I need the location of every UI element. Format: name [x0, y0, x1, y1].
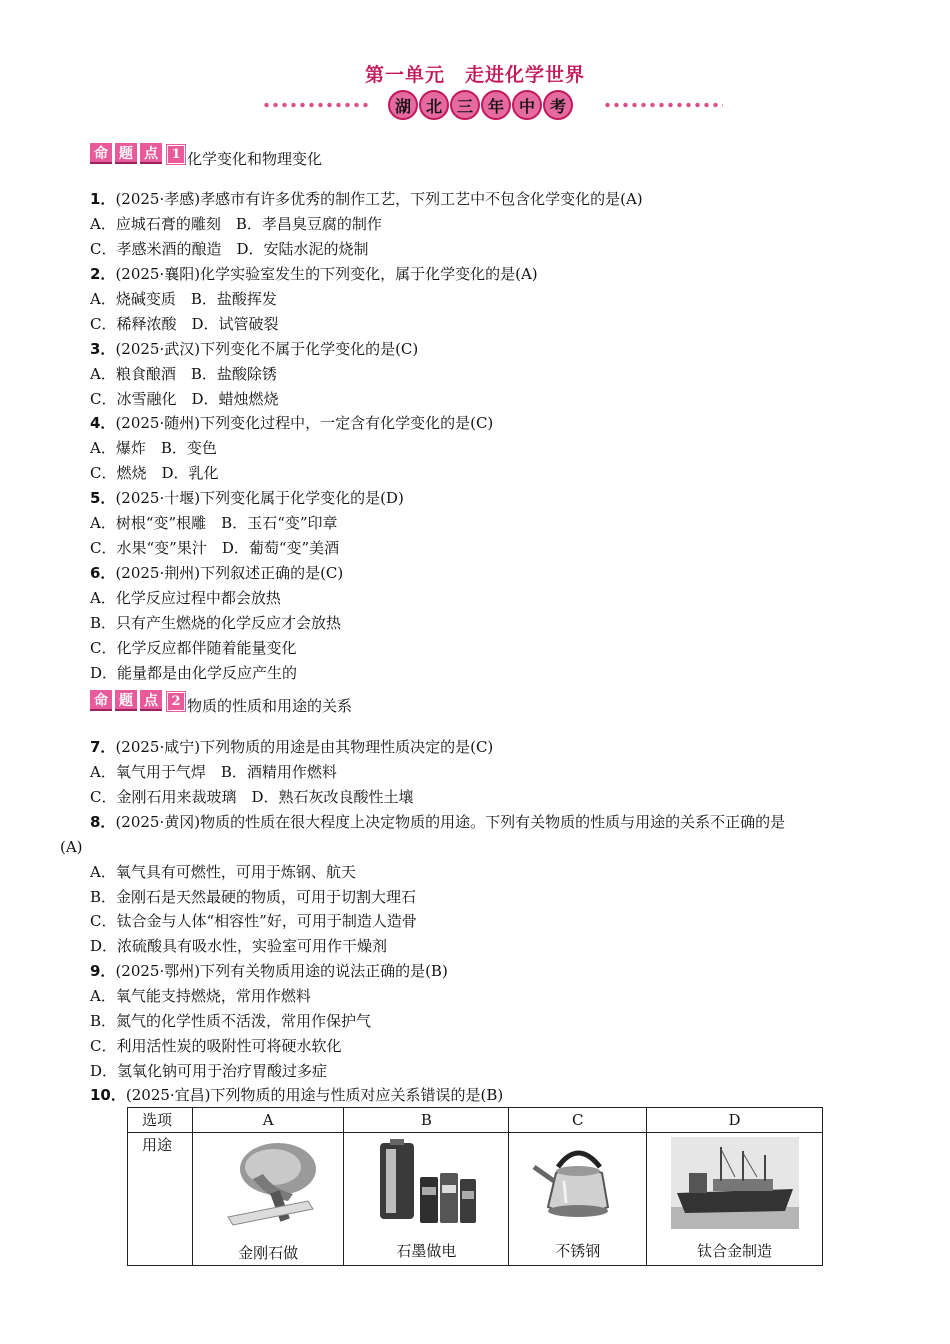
- tag-char: 点: [140, 690, 162, 711]
- question-9: [90, 961, 448, 981]
- option-line: A．爆炸 B．变色: [90, 439, 217, 457]
- option-line: B．只有产生燃烧的化学反应才会放热: [90, 614, 342, 632]
- question-number: 2．: [90, 265, 116, 283]
- banner-char: 三: [450, 90, 480, 120]
- question-stem: (2025·随州)下列变化过程中，一定含有化学变化的是(C): [115, 414, 494, 432]
- question-number: 6．: [90, 564, 116, 582]
- section-title: 物质的性质和用途的关系: [187, 697, 353, 715]
- question-1: [90, 189, 643, 209]
- option-line: B．氮气的化学性质不活泼，常用作保护气: [90, 1012, 372, 1030]
- question-6: [90, 563, 343, 583]
- option-line: A．烧碱变质 B．盐酸挥发: [90, 290, 277, 308]
- banner-dots-right: [603, 102, 723, 108]
- question-stem: (2025·鄂州)下列有关物质用途的说法正确的是(B): [115, 962, 448, 980]
- table-header-cell: D: [647, 1108, 823, 1133]
- row-label-text: 用途: [142, 1136, 173, 1154]
- option-line: C．利用活性炭的吸附性可将硬水软化: [90, 1037, 342, 1055]
- option-line: C．冰雪融化 D．蜡烛燃烧: [90, 390, 279, 408]
- battery-icon: [366, 1137, 486, 1231]
- banner-char: 北: [419, 90, 449, 120]
- question-number: 7．: [90, 738, 116, 756]
- option-line: D．浓硫酸具有吸水性，实验室可用作干燥剂: [90, 937, 388, 955]
- table-row-label: [128, 1133, 193, 1266]
- question-number: 3．: [90, 340, 116, 358]
- option-line: C．化学反应都伴随着能量变化: [90, 639, 297, 657]
- question-number: 1．: [90, 190, 116, 208]
- question-10: [90, 1085, 503, 1105]
- tag-char: 命: [90, 690, 112, 711]
- kettle-icon: [528, 1137, 628, 1231]
- option-line: A．氧气用于气焊 B．酒精用作燃料: [90, 763, 337, 781]
- question-stem-continuation: (A): [60, 838, 83, 856]
- question-3: [90, 339, 418, 359]
- question-stem: (2025·宜昌)下列物质的用途与性质对应关系错误的是(B): [125, 1086, 504, 1104]
- question-8: [90, 812, 785, 832]
- option-line: C．孝感米酒的酿造 D．安陆水泥的烧制: [90, 240, 369, 258]
- banner-char: 中: [512, 90, 542, 120]
- tag-number: 2: [167, 692, 185, 711]
- tag-char: 题: [115, 690, 137, 711]
- question-stem: (2025·荆州)下列叙述正确的是(C): [115, 564, 344, 582]
- table-cell-b: [344, 1133, 509, 1266]
- banner: [0, 90, 950, 120]
- question-stem: (2025·襄阳)化学实验室发生的下列变化，属于化学变化的是(A): [115, 265, 538, 283]
- question-number: 8．: [90, 813, 116, 831]
- table-cell-c: [509, 1133, 647, 1266]
- table-row: [128, 1133, 823, 1266]
- banner-dots-left: [262, 102, 372, 108]
- cell-caption: 石墨做电: [396, 1242, 457, 1260]
- option-line: A．粮食酿酒 B．盐酸除锈: [90, 365, 277, 383]
- question-stem: (2025·武汉)下列变化不属于化学变化的是(C): [115, 340, 419, 358]
- option-line: A．氧气具有可燃性，可用于炼钢、航天: [90, 863, 356, 881]
- table-header-cell: A: [193, 1108, 344, 1133]
- banner-char: 年: [481, 90, 511, 120]
- question-stem: (2025·孝感)孝感市有许多优秀的制作工艺，下列工艺中不包含化学变化的是(A): [115, 190, 643, 208]
- section-tag: [90, 690, 185, 711]
- question-number: 9．: [90, 962, 116, 980]
- question-7: [90, 737, 493, 757]
- tag-number: 1: [167, 145, 185, 164]
- question-stem: (2025·咸宁)下列物质的用途是由其物理性质决定的是(C): [115, 738, 494, 756]
- tag-char: 题: [115, 143, 137, 164]
- option-line: C．金刚石用来裁玻璃 D．熟石灰改良酸性土壤: [90, 788, 414, 806]
- question-2: [90, 264, 538, 284]
- section-header-2: [90, 685, 352, 716]
- table-header-cell: C: [509, 1108, 647, 1133]
- question-number: 4．: [90, 414, 116, 432]
- section-header-1: [90, 138, 322, 169]
- table-header-cell: B: [344, 1108, 509, 1133]
- option-line: C．稀释浓酸 D．试管破裂: [90, 315, 279, 333]
- banner-circles: [388, 90, 573, 120]
- question-stem: (2025·十堰)下列变化属于化学变化的是(D): [115, 489, 404, 507]
- question-4: [90, 413, 493, 433]
- glass-cutter-icon: [213, 1139, 323, 1229]
- option-line: A．树根“变”根雕 B．玉石“变”印章: [90, 514, 338, 532]
- banner-char: 湖: [388, 90, 418, 120]
- option-line: C．钛合金与人体“相容性”好，可用于制造人造骨: [90, 912, 417, 930]
- section-title: 化学变化和物理变化: [187, 150, 323, 168]
- option-line: A．化学反应过程中都会放热: [90, 589, 281, 607]
- cell-caption: 不锈钢: [555, 1242, 601, 1260]
- question-number: 5．: [90, 489, 116, 507]
- options-table: [127, 1107, 823, 1266]
- option-line: C．水果“变”果汁 D．葡萄“变”美酒: [90, 539, 340, 557]
- cell-content: [509, 1137, 646, 1263]
- option-line: D．氢氧化钠可用于治疗胃酸过多症: [90, 1062, 328, 1080]
- tag-char: 命: [90, 143, 112, 164]
- table-cell-d: [647, 1133, 823, 1266]
- table-header-cell: 选项: [128, 1108, 193, 1133]
- cell-caption: 金刚石做: [238, 1244, 299, 1262]
- option-line: B．金刚石是天然最硬的物质，可用于切割大理石: [90, 888, 417, 906]
- question-stem: (2025·黄冈)物质的性质在很大程度上决定物质的用途。下列有关物质的性质与用途的关系不正确的是: [115, 813, 786, 831]
- table-cell-a: [193, 1133, 344, 1266]
- option-line: C．燃烧 D．乳化: [90, 464, 219, 482]
- banner-char: 考: [543, 90, 573, 120]
- question-5: [90, 488, 404, 508]
- option-line: D．能量都是由化学反应产生的: [90, 664, 298, 682]
- table-header-row: [128, 1108, 823, 1133]
- ship-icon: [671, 1137, 799, 1229]
- cell-content: [193, 1139, 343, 1265]
- cell-content: [647, 1137, 822, 1263]
- option-line: A．氧气能支持燃烧，常用作燃料: [90, 987, 311, 1005]
- cell-caption: 钛合金制造: [697, 1242, 773, 1260]
- page-title: 第一单元 走进化学世界: [364, 64, 585, 86]
- option-line: A．应城石膏的雕刻 B．孝昌臭豆腐的制作: [90, 215, 382, 233]
- question-number: 10．: [90, 1086, 126, 1104]
- tag-char: 点: [140, 143, 162, 164]
- section-tag: [90, 143, 185, 164]
- cell-content: [344, 1137, 508, 1263]
